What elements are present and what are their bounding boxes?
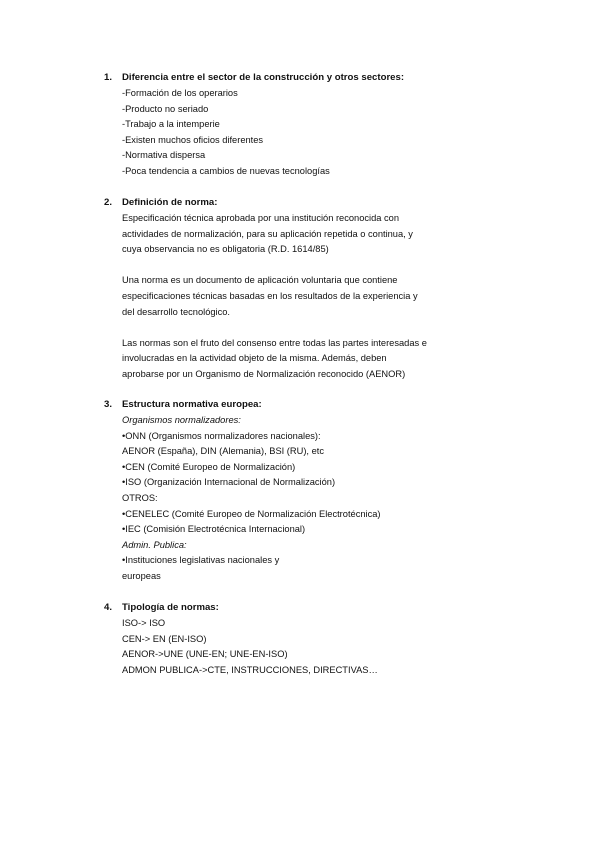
list-item: •ISO (Organización Internacional de Normalización) xyxy=(122,477,336,488)
section-number: 2. xyxy=(104,197,113,208)
list-item: -Formación de los operarios xyxy=(122,88,238,98)
section-norm-definition xyxy=(104,195,504,383)
list-item: AENOR (España), DIN (Alemania), BSI (RU), etc xyxy=(122,446,324,457)
section-body xyxy=(122,616,484,678)
paragraph xyxy=(122,273,504,320)
subheading: OTROS: xyxy=(122,492,158,503)
text-line: Las normas son el fruto del consenso entre todas las partes interesadas e xyxy=(122,337,427,348)
list-item: AENOR->UNE (UNE-EN; UNE-EN-ISO) xyxy=(122,649,288,660)
list-item: -Trabajo a la intemperie xyxy=(122,119,220,130)
text-line: aprobarse por un Organismo de Normalización reconocido (AENOR) xyxy=(122,368,406,379)
text-line: Especificación técnica aprobada por una institución reconocida con xyxy=(122,213,400,223)
list-item: •CENELEC (Comité Europeo de Normalización Electrotécnica) xyxy=(122,508,381,519)
list-item: •IEC (Comisión Electrotécnica Internacional) xyxy=(122,524,306,535)
text-line: especificaciones técnicas basadas en los resultados de la experiencia y xyxy=(122,290,418,301)
section-heading xyxy=(104,600,484,616)
subheading: Admin. Publica: xyxy=(122,539,187,550)
list-item: -Normativa dispersa xyxy=(122,150,206,161)
text-line: Una norma es un documento de aplicación voluntaria que contiene xyxy=(122,275,398,286)
list-item: CEN-> EN (EN-ISO) xyxy=(122,633,207,644)
section-title: Diferencia entre el sector de la construcción y otros sectores: xyxy=(122,72,405,83)
text-line: del desarrollo tecnológico. xyxy=(122,306,231,317)
section-body xyxy=(122,413,484,585)
list-item: ISO-> ISO xyxy=(122,618,166,628)
section-title: Estructura normativa europea: xyxy=(122,399,262,410)
list-item: ADMON PUBLICA->CTE, INSTRUCCIONES, DIRECTIVAS… xyxy=(122,664,378,675)
list-item: •ONN (Organismos normalizadores nacionales): xyxy=(122,430,321,441)
subheading: Organismos normalizadores: xyxy=(122,415,241,425)
text-line: involucradas en la actividad objeto de la misma. Además, deben xyxy=(122,353,387,364)
paragraph xyxy=(122,336,504,383)
text-line: cuya observancia no es obligatoria (R.D. 1614/85) xyxy=(122,244,329,255)
list-item: -Producto no seriado xyxy=(122,103,209,114)
section-title: Definición de norma: xyxy=(122,197,218,208)
text-line: actividades de normalización, para su aplicación repetida o continua, y xyxy=(122,228,413,239)
list-item: -Poca tendencia a cambios de nuevas tecnologías xyxy=(122,165,330,176)
section-body xyxy=(122,86,484,180)
section-body xyxy=(122,211,504,383)
section-number: 3. xyxy=(104,399,113,410)
section-number: 4. xyxy=(104,602,113,613)
section-number: 1. xyxy=(104,72,113,83)
list-item: •Instituciones legislativas nacionales y xyxy=(122,555,280,566)
section-norm-typology xyxy=(104,600,484,678)
section-heading xyxy=(104,195,504,211)
list-item: europeas xyxy=(122,570,161,581)
section-european-structure xyxy=(104,397,484,585)
section-heading xyxy=(104,397,484,413)
list-item: •CEN (Comité Europeo de Normalización) xyxy=(122,461,296,472)
list-item: -Existen muchos oficios diferentes xyxy=(122,134,264,145)
section-heading xyxy=(104,70,484,86)
section-sector-differences xyxy=(104,70,484,180)
paragraph xyxy=(122,211,504,258)
section-title: Tipología de normas: xyxy=(122,602,219,613)
